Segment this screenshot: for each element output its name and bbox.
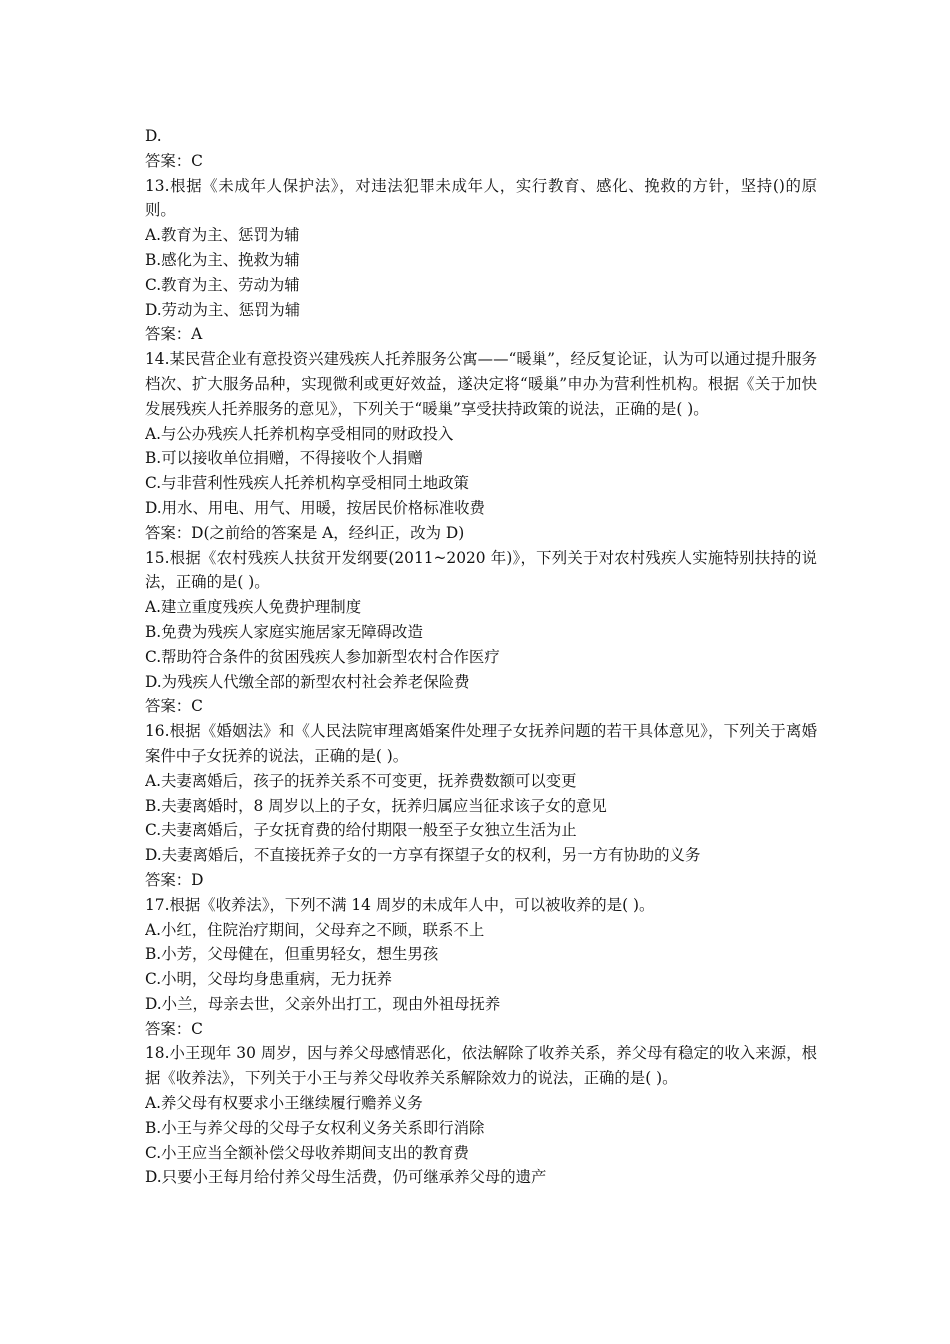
option-a: A.夫妻离婚后，孩子的抚养关系不可变更，抚养费数额可以变更 bbox=[145, 771, 577, 790]
answer-fragment: 答案：C bbox=[145, 151, 203, 170]
question-16 bbox=[145, 719, 817, 893]
option-a: A.养父母有权要求小王继续履行赡养义务 bbox=[145, 1094, 423, 1113]
answer: 答案：C bbox=[145, 1019, 203, 1038]
option-c: C.帮助符合条件的贫困残疾人参加新型农村合作医疗 bbox=[145, 647, 500, 666]
question-13 bbox=[145, 174, 817, 348]
option-d: D.劳动为主、惩罚为辅 bbox=[145, 300, 301, 319]
document-page bbox=[145, 124, 817, 1190]
option-b: B.小王与养父母的父母子女权利义务关系即行消除 bbox=[145, 1118, 485, 1137]
answer: 答案：D(之前给的答案是 A，经纠正，改为 D) bbox=[145, 523, 465, 542]
option-c: C.小明，父母均身患重病，无力抚养 bbox=[145, 970, 392, 989]
option-a: A.建立重度残疾人免费护理制度 bbox=[145, 598, 362, 617]
question-stem: 16.根据《婚姻法》和《人民法院审理离婚案件处理子女抚养问题的若干具体意见》，下列关于离婚案件中子女抚养的说法，正确的是( )。 bbox=[145, 722, 817, 765]
option-a: A.与公办残疾人托养机构享受相同的财政投入 bbox=[145, 424, 454, 443]
question-stem: 15.根据《农村残疾人扶贫开发纲要(2011~2020 年)》，下列关于对农村残疾人实施特别扶持的说法，正确的是( )。 bbox=[145, 548, 817, 592]
question-stem: 13.根据《未成年人保护法》，对违法犯罪未成年人，实行教育、感化、挽救的方针，坚持()的原则。 bbox=[145, 176, 817, 220]
option-d-fragment: D. bbox=[145, 127, 162, 145]
option-b: B.感化为主、挽救为辅 bbox=[145, 250, 300, 269]
option-c: C.教育为主、劳动为辅 bbox=[145, 275, 300, 294]
option-d: D.只要小王每月给付养父母生活费，仍可继承养父母的遗产 bbox=[145, 1168, 547, 1187]
option-b: B.可以接收单位捐赠，不得接收个人捐赠 bbox=[145, 449, 423, 468]
answer: 答案：D bbox=[145, 870, 204, 889]
option-d: D.夫妻离婚后，不直接抚养子女的一方享有探望子女的权利，另一方有协助的义务 bbox=[145, 846, 701, 865]
option-b: B.小芳，父母健在，但重男轻女，想生男孩 bbox=[145, 945, 439, 964]
question-17 bbox=[145, 893, 817, 1042]
question-stem: 18.小王现年 30 周岁，因与养父母感情恶化，依法解除了收养关系，养父母有稳定的收入来源，根据《收养法》，下列关于小王与养父母收养关系解除效力的说法，正确的是( )。 bbox=[145, 1044, 817, 1088]
option-d: D.小兰，母亲去世，父亲外出打工，现由外祖母抚养 bbox=[145, 994, 501, 1013]
question-stem: 17.根据《收养法》，下列不满 14 周岁的未成年人中，可以被收养的是( )。 bbox=[145, 895, 655, 914]
option-a: A.小红，住院治疗期间，父母弃之不顾，联系不上 bbox=[145, 920, 485, 939]
option-d: D.用水、用电、用气、用暖，按居民价格标准收费 bbox=[145, 498, 485, 517]
option-d: D.为残疾人代缴全部的新型农村社会养老保险费 bbox=[145, 672, 470, 691]
option-c: C.与非营利性残疾人托养机构享受相同土地政策 bbox=[145, 474, 469, 493]
option-c: C.小王应当全额补偿父母收养期间支出的教育费 bbox=[145, 1143, 469, 1162]
question-15 bbox=[145, 546, 817, 720]
answer: 答案：A bbox=[145, 325, 203, 344]
answer: 答案：C bbox=[145, 697, 203, 716]
question-stem: 14.某民营企业有意投资兴建残疾人托养服务公寓——“暖巢”，经反复论证，认为可以通过提升服务档次、扩大服务品种，实现微利或更好效益，遂决定将“暖巢”申办为营利性机构。根据《关于加快发展残疾人托养服务的意见》，下列关于“暖巢”享受扶持政策的说法，正确的是( )。 bbox=[145, 350, 817, 418]
option-a: A.教育为主、惩罚为辅 bbox=[145, 226, 300, 245]
option-b: B.免费为残疾人家庭实施居家无障碍改造 bbox=[145, 622, 423, 641]
question-18 bbox=[145, 1041, 817, 1190]
option-b: B.夫妻离婚时，8 周岁以上的子女，抚养归属应当征求该子女的意见 bbox=[145, 796, 607, 815]
question-14 bbox=[145, 347, 817, 545]
option-c: C.夫妻离婚后，子女抚育费的给付期限一般至子女独立生活为止 bbox=[145, 821, 577, 840]
